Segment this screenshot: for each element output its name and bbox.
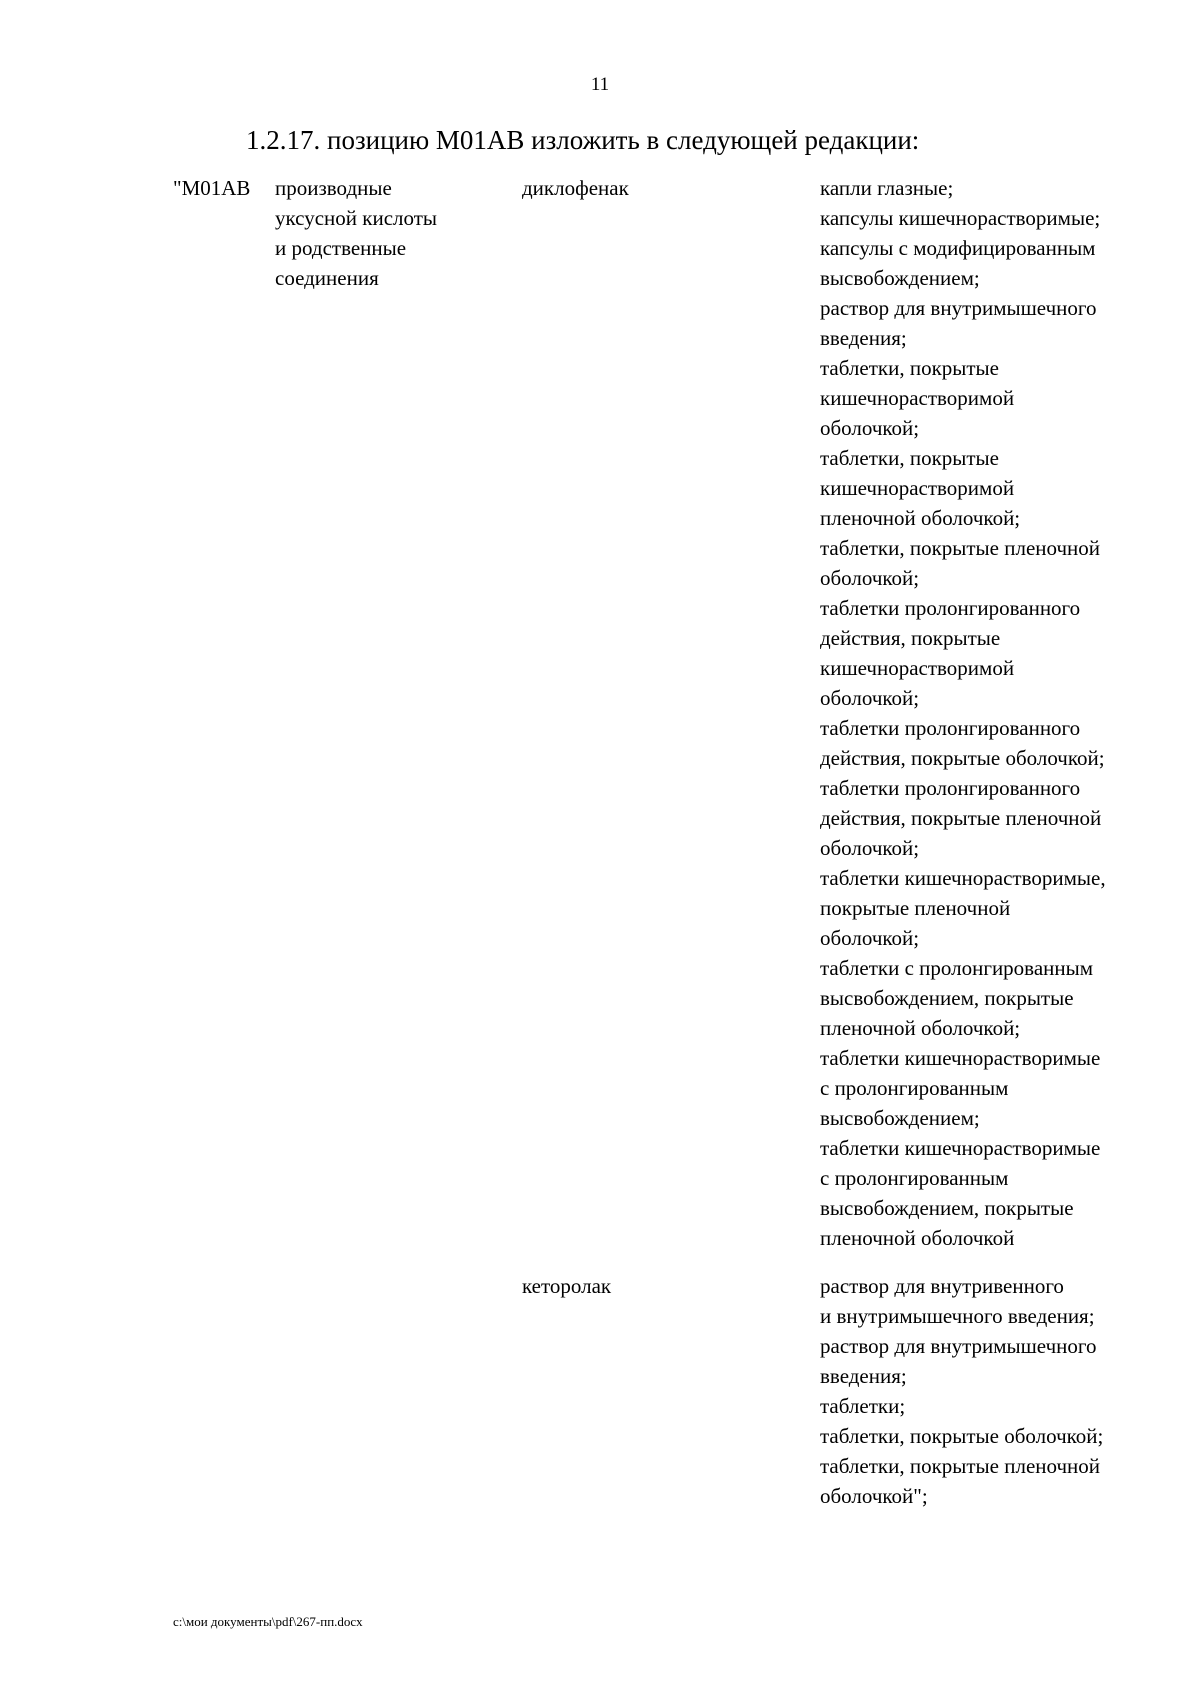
dosage-form-line: таблетки, покрытые	[820, 356, 999, 380]
drug-name: диклофенак	[522, 176, 629, 200]
dosage-form-line: покрытые пленочной	[820, 896, 1011, 920]
pharmacological-group	[275, 173, 437, 293]
dosage-form-line: высвобождением, покрытые	[820, 986, 1074, 1010]
group-line: уксусной кислоты	[275, 206, 438, 230]
dosage-form-line: с пролонгированным	[820, 1076, 1009, 1100]
dosage-form-line: действия, покрытые	[820, 626, 1001, 650]
dosage-form-line: пленочной оболочкой;	[820, 506, 1021, 530]
dosage-form-line: раствор для внутривенного	[820, 1274, 1064, 1298]
dosage-form-line: капсулы с модифицированным	[820, 236, 1096, 260]
dosage-form-line: оболочкой;	[820, 416, 920, 440]
dosage-form-line: таблетки с пролонгированным	[820, 956, 1094, 980]
dosage-form-line: оболочкой;	[820, 926, 920, 950]
dosage-form-line: кишечнорастворимой	[820, 476, 1015, 500]
dosage-form-line: введения;	[820, 326, 907, 350]
drug-name: кеторолак	[522, 1274, 612, 1298]
dosage-form-line: и внутримышечного введения;	[820, 1304, 1095, 1328]
dosage-form-line: введения;	[820, 1364, 907, 1388]
dosage-form-line: оболочкой;	[820, 686, 920, 710]
dosage-form-line: таблетки пролонгированного	[820, 596, 1081, 620]
dosage-form-line: раствор для внутримышечного	[820, 296, 1097, 320]
dosage-form-line: таблетки кишечнорастворимые	[820, 1136, 1101, 1160]
dosage-form-line: таблетки, покрытые	[820, 446, 999, 470]
dosage-form-line: оболочкой;	[820, 566, 920, 590]
dosage-form-line: таблетки, покрытые пленочной	[820, 536, 1101, 560]
dosage-form-line: оболочкой";	[820, 1484, 928, 1508]
dosage-form-line: таблетки пролонгированного	[820, 716, 1081, 740]
group-line: производные	[275, 176, 392, 200]
drug-name-ketorolac	[522, 1271, 611, 1301]
dosage-form-line: высвобождением;	[820, 266, 980, 290]
atc-code	[173, 173, 250, 203]
section-heading: 1.2.17. позицию М01АВ изложить в следующей редакции:	[246, 125, 920, 155]
dosage-form-line: таблетки, покрытые оболочкой;	[820, 1424, 1104, 1448]
dosage-form-line: высвобождением;	[820, 1106, 980, 1130]
dosage-form-line: таблетки кишечнорастворимые	[820, 1046, 1101, 1070]
dosage-form-line: капсулы кишечнорастворимые;	[820, 206, 1101, 230]
dosage-form-line: кишечнорастворимой	[820, 386, 1015, 410]
dosage-form-line: действия, покрытые пленочной	[820, 806, 1102, 830]
atc-code-text: "М01АВ	[173, 176, 251, 200]
dosage-form-line: высвобождением, покрытые	[820, 1196, 1074, 1220]
dosage-form-line: таблетки;	[820, 1394, 906, 1418]
dosage-form-line: с пролонгированным	[820, 1166, 1009, 1190]
dosage-form-line: таблетки пролонгированного	[820, 776, 1081, 800]
dosage-forms-ketorolac	[820, 1271, 1103, 1511]
page-number: 11	[590, 74, 610, 95]
group-line: и родственные	[275, 236, 407, 260]
dosage-form-line: пленочной оболочкой;	[820, 1016, 1021, 1040]
file-path-footer: c:\мои документы\pdf\267-пп.docx	[173, 1614, 363, 1629]
group-line: соединения	[275, 266, 379, 290]
dosage-form-line: капли глазные;	[820, 176, 954, 200]
drug-name-diclofenac	[522, 173, 629, 203]
dosage-form-line: действия, покрытые оболочкой;	[820, 746, 1105, 770]
dosage-form-line: оболочкой;	[820, 836, 920, 860]
dosage-form-line: пленочной оболочкой	[820, 1226, 1015, 1250]
dosage-forms-diclofenac	[820, 173, 1106, 1253]
dosage-form-line: таблетки, покрытые пленочной	[820, 1454, 1101, 1478]
dosage-form-line: кишечнорастворимой	[820, 656, 1015, 680]
dosage-form-line: раствор для внутримышечного	[820, 1334, 1097, 1358]
dosage-form-line: таблетки кишечнорастворимые,	[820, 866, 1106, 890]
